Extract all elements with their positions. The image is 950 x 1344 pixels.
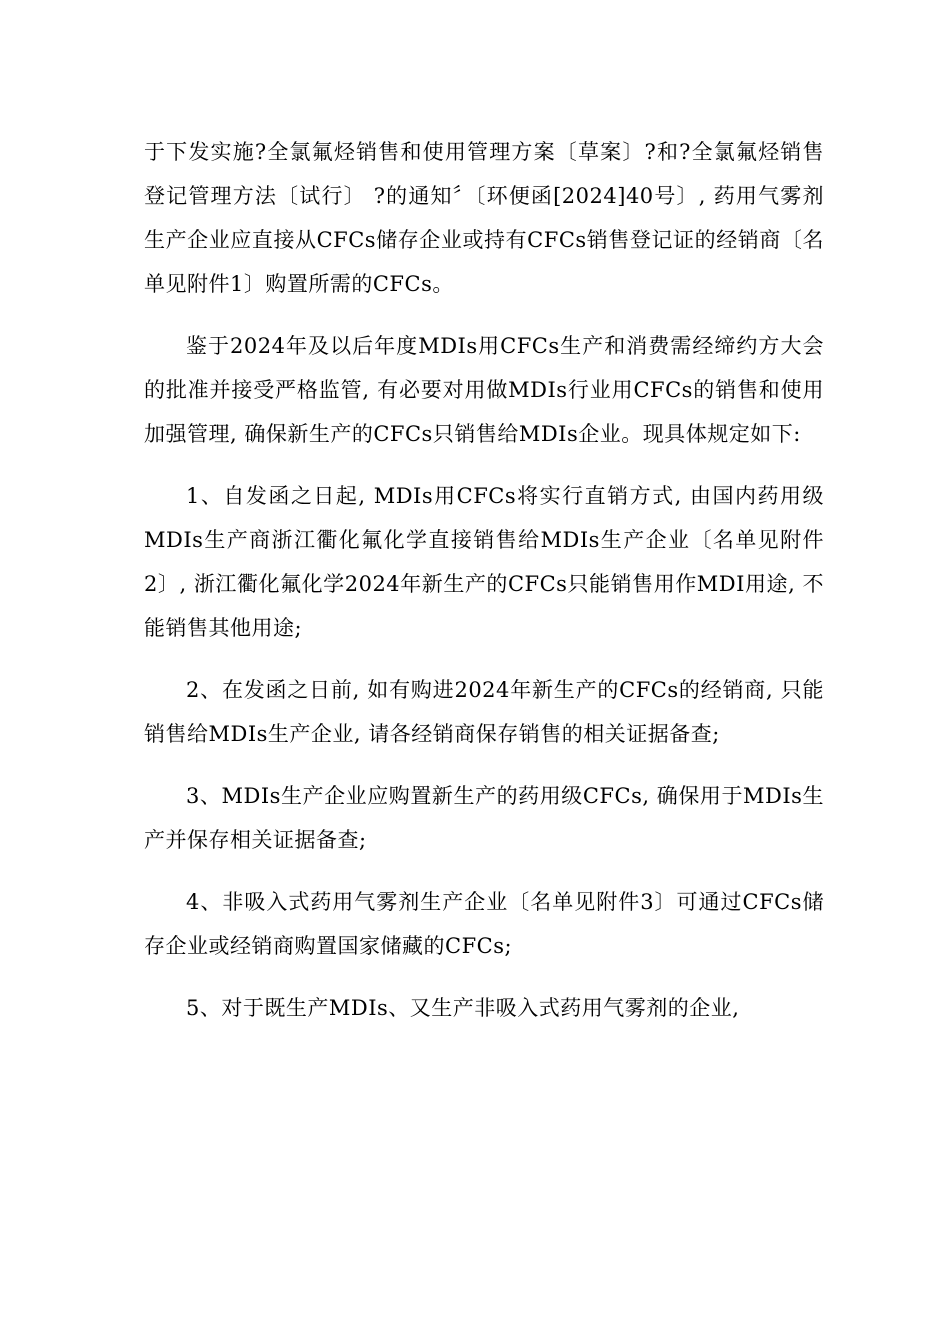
paragraph-rule-2: 2、在发函之日前, 如有购进2024年新生产的CFCs的经销商, 只能销售给MDIs生产企业, 请各经销商保存销售的相关证据备查; [144, 678, 824, 746]
paragraph-notice-reference: 于下发实施?全氯氟烃销售和使用管理方案〔草案〕?和?全氯氟烃销售登记管理方法〔试行〕 ?的通知〞〔环便函[2024]40号〕, 药用气雾剂生产企业应直接从CFCs储存企业或持有CFCs销售登记证的经销商〔名单见附件1〕购置所需的CFCs。 [144, 140, 824, 296]
paragraph-rule-1: 1、自发函之日起, MDIs用CFCs将实行直销方式, 由国内药用级MDIs生产商浙江衢化氟化学直接销售给MDIs生产企业〔名单见附件2〕, 浙江衢化氟化学2024年新生产的CFCs只能销售用作MDI用途, 不能销售其他用途; [144, 484, 824, 640]
paragraph-rule-5: 5、对于既生产MDIs、又生产非吸入式药用气雾剂的企业, [186, 996, 740, 1020]
paragraph-rule-4: 4、非吸入式药用气雾剂生产企业〔名单见附件3〕可通过CFCs储存企业或经销商购置国家储藏的CFCs; [144, 890, 824, 958]
paragraph-background: 鉴于2024年及以后年度MDIs用CFCs生产和消费需经缔约方大会的批准并接受严格监管, 有必要对用做MDIs行业用CFCs的销售和使用加强管理, 确保新生产的CFCs只销售给MDIs企业。现具体规定如下: [144, 334, 824, 446]
paragraph-rule-3: 3、MDIs生产企业应购置新生产的药用级CFCs, 确保用于MDIs生产并保存相关证据备查; [144, 784, 824, 852]
document-body [144, 130, 824, 1048]
